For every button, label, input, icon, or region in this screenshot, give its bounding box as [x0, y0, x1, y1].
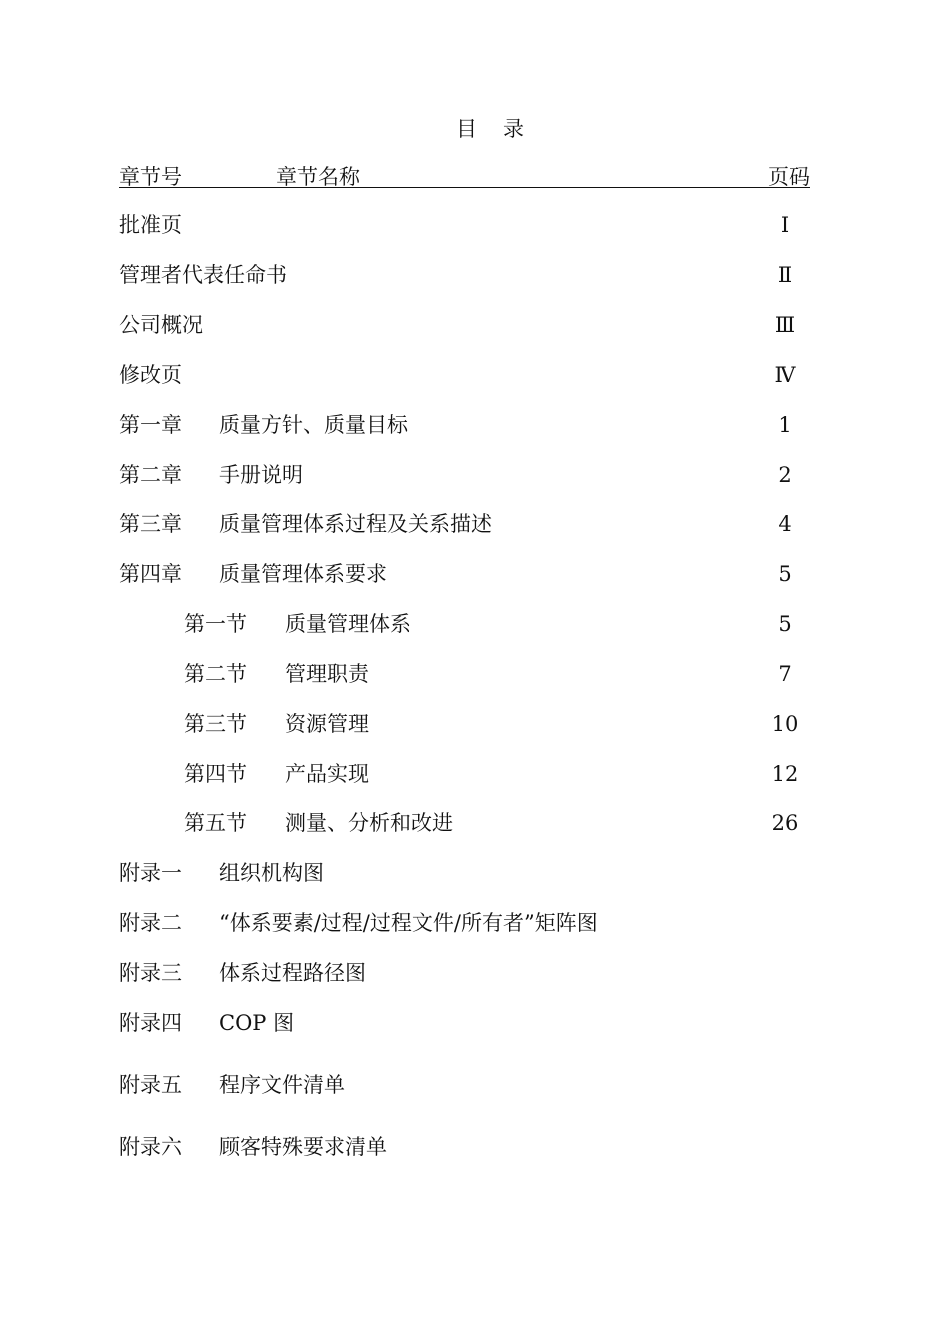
- section-name: 资源管理: [285, 712, 369, 736]
- entry-page: Ⅳ: [774, 363, 796, 387]
- toc-appendix[interactable]: [0, 858, 950, 888]
- chapter-page: 4: [778, 512, 792, 536]
- toc-section[interactable]: [0, 808, 950, 838]
- chapter-name: 手册说明: [219, 463, 303, 487]
- section-page: 10: [771, 712, 799, 736]
- toc-entry[interactable]: [0, 210, 950, 240]
- chapter-name: 质量管理体系过程及关系描述: [219, 512, 492, 536]
- section-name: 管理职责: [285, 662, 369, 686]
- toc-chapter[interactable]: [0, 460, 950, 490]
- entry-name: 管理者代表任命书: [119, 263, 287, 287]
- appendix-number: 附录二: [119, 911, 182, 935]
- appendix-name: “体系要素/过程/过程文件/所有者”矩阵图: [219, 911, 598, 935]
- toc-chapter[interactable]: [0, 509, 950, 539]
- chapter-page: 1: [778, 413, 792, 437]
- appendix-number: 附录四: [119, 1011, 182, 1035]
- section-number: 第三节: [184, 712, 247, 736]
- appendix-number: 附录五: [119, 1073, 182, 1097]
- toc-appendix[interactable]: [0, 958, 950, 988]
- appendix-name: COP 图: [219, 1011, 295, 1035]
- appendix-name: 体系过程路径图: [219, 961, 366, 985]
- chapter-number: 第三章: [119, 512, 182, 536]
- toc-section[interactable]: [0, 709, 950, 739]
- toc-chapter[interactable]: [0, 559, 950, 589]
- toc-section[interactable]: [0, 659, 950, 689]
- appendix-name: 程序文件清单: [219, 1073, 345, 1097]
- chapter-page: 2: [778, 463, 792, 487]
- section-number: 第二节: [184, 662, 247, 686]
- toc-entry[interactable]: [0, 260, 950, 290]
- section-name: 产品实现: [285, 762, 369, 786]
- entry-page: Ⅰ: [780, 213, 790, 237]
- header-number-label: 章节号: [119, 165, 182, 189]
- toc-appendix[interactable]: [0, 908, 950, 938]
- entry-page: Ⅲ: [774, 313, 796, 337]
- chapter-name: 质量管理体系要求: [219, 562, 387, 586]
- section-page: 7: [778, 662, 792, 686]
- appendix-number: 附录一: [119, 861, 182, 885]
- section-page: 26: [771, 811, 799, 835]
- toc-appendix[interactable]: [0, 1070, 950, 1100]
- toc-appendix[interactable]: [0, 1008, 950, 1038]
- toc-entry[interactable]: [0, 360, 950, 390]
- appendix-name: 组织机构图: [219, 861, 324, 885]
- section-page: 12: [771, 762, 799, 786]
- section-number: 第一节: [184, 612, 247, 636]
- section-name: 质量管理体系: [285, 612, 411, 636]
- toc-chapter[interactable]: [0, 410, 950, 440]
- chapter-number: 第一章: [119, 413, 182, 437]
- header-page-label: 页码: [768, 165, 810, 189]
- header-name-label: 章节名称: [276, 165, 360, 189]
- section-name: 测量、分析和改进: [285, 811, 453, 835]
- entry-name: 公司概况: [119, 313, 203, 337]
- section-number: 第五节: [184, 811, 247, 835]
- appendix-number: 附录三: [119, 961, 182, 985]
- toc-section[interactable]: [0, 609, 950, 639]
- toc-title-left: 目: [456, 117, 477, 141]
- toc-appendix[interactable]: [0, 1132, 950, 1162]
- toc-entry[interactable]: [0, 310, 950, 340]
- chapter-number: 第二章: [119, 463, 182, 487]
- toc-title-right: 录: [503, 117, 524, 141]
- toc-title: [0, 113, 950, 143]
- entry-page: Ⅱ: [777, 263, 793, 287]
- chapter-number: 第四章: [119, 562, 182, 586]
- chapter-page: 5: [778, 562, 792, 586]
- toc-header: [119, 161, 810, 188]
- appendix-number: 附录六: [119, 1135, 182, 1159]
- appendix-name: 顾客特殊要求清单: [219, 1135, 387, 1159]
- entry-name: 批准页: [119, 213, 182, 237]
- section-number: 第四节: [184, 762, 247, 786]
- section-page: 5: [778, 612, 792, 636]
- chapter-name: 质量方针、质量目标: [219, 413, 408, 437]
- toc-section[interactable]: [0, 759, 950, 789]
- entry-name: 修改页: [119, 363, 182, 387]
